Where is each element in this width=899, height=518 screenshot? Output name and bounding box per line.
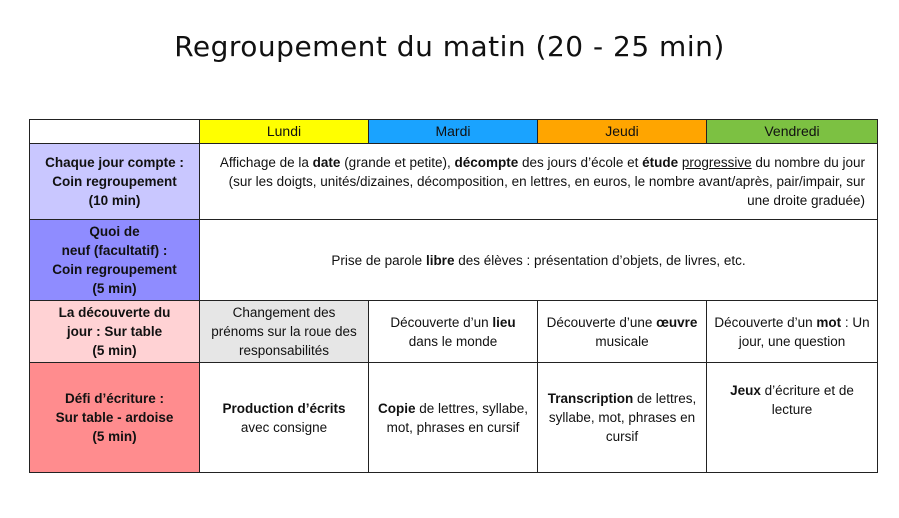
cell-prise-de-parole: Prise de parole libre des élèves : présentation d’objets, de livres, etc. (200, 220, 878, 301)
row-label-line: Quoi de (89, 224, 140, 239)
cell-mardi-defi: Copie de lettres, syllabe, mot, phrases en cursif (369, 363, 538, 473)
table-row (30, 220, 878, 301)
row-label-line: Coin regroupement (52, 262, 177, 277)
cell-mardi-decouverte: Découverte d’un lieu dans le monde (369, 301, 538, 363)
table-row (30, 363, 878, 473)
row-label-line: Coin regroupement (52, 174, 177, 189)
day-header-mardi: Mardi (369, 120, 538, 144)
row-label-line: jour : Sur table (66, 324, 163, 339)
row-label-line: Sur table - ardoise (55, 410, 174, 425)
table-row (30, 144, 878, 220)
cell-jeudi-decouverte: Découverte d’une œuvre musicale (538, 301, 707, 363)
cell-affichage-date: Affichage de la date (grande et petite), décompte des jours d’école et étude progressive du nombre du jour (sur les doigts, unités/dizaines, décomposition, en lettres, en euros, le nombre avant/après, pair/impair, sur une droite graduée) (200, 144, 878, 220)
header-corner-cell (30, 120, 200, 144)
row-label-line: Chaque jour compte : (45, 155, 184, 170)
row-label-line: La découverte du (58, 305, 171, 320)
row-label-defi-ecriture (30, 363, 200, 473)
schedule-table (29, 119, 878, 473)
table-row (30, 301, 878, 363)
row-label-line: Défi d’écriture : (64, 391, 165, 406)
day-header-lundi: Lundi (200, 120, 369, 144)
cell-vendredi-defi: Jeux d’écriture et de lecture (707, 363, 878, 473)
day-header-jeudi: Jeudi (538, 120, 707, 144)
cell-vendredi-decouverte: Découverte d’un mot : Un jour, une question (707, 301, 878, 363)
cell-lundi-defi: Production d’écrits avec consigne (200, 363, 369, 473)
day-header-vendredi: Vendredi (707, 120, 878, 144)
row-label-line: (5 min) (92, 429, 137, 444)
row-label-quoi-de-neuf (30, 220, 200, 301)
page-title: Regroupement du matin (20 - 25 min) (174, 30, 725, 63)
header-row (30, 120, 878, 144)
row-label-line: (5 min) (92, 281, 137, 296)
cell-lundi-decouverte: Changement des prénoms sur la roue des responsabilités (200, 301, 369, 363)
cell-jeudi-defi: Transcription de lettres, syllabe, mot, phrases en cursif (538, 363, 707, 473)
row-label-line: (10 min) (88, 193, 141, 208)
row-label-line: (5 min) (92, 343, 137, 358)
row-label-decouverte-du-jour (30, 301, 200, 363)
row-label-chaque-jour-compte (30, 144, 200, 220)
row-label-line: neuf (facultatif) : (61, 243, 168, 258)
